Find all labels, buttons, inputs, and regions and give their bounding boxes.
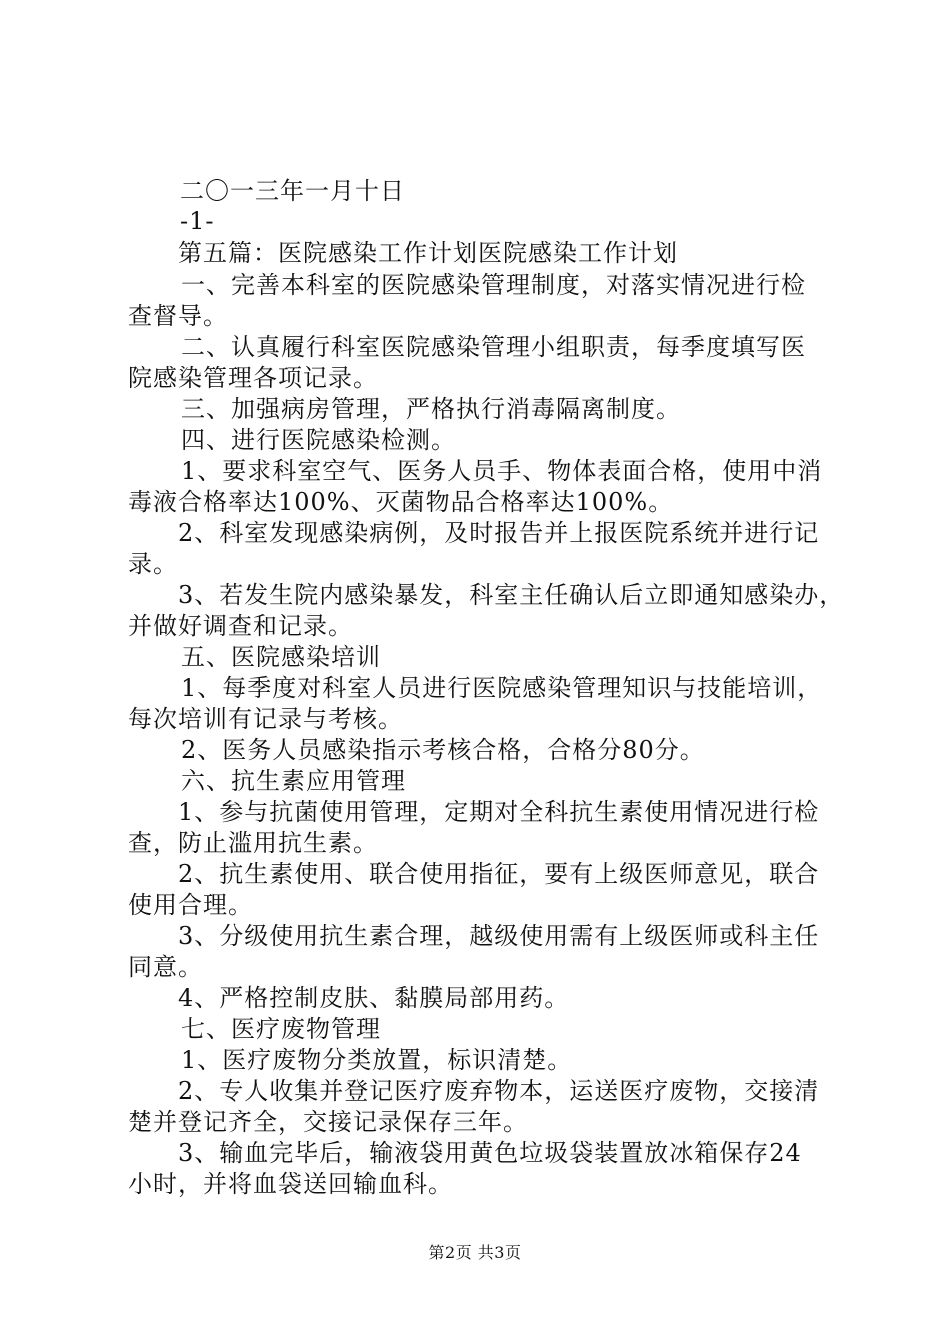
text-line: 六、抗生素应用管理 <box>181 767 406 795</box>
text-line: 录。 <box>128 550 178 578</box>
text-line: 查，防止滥用抗生素。 <box>128 829 378 857</box>
document-date: 二〇一三年一月十日 <box>180 177 405 205</box>
text-line: 院感染管理各项记录。 <box>128 364 378 392</box>
text-line: 1、医疗废物分类放置，标识清楚。 <box>181 1046 573 1074</box>
text-line: 1、参与抗菌使用管理，定期对全科抗生素使用情况进行检 <box>178 798 820 826</box>
text-line: 毒液合格率达100%、灭菌物品合格率达100%。 <box>128 488 674 516</box>
text-line: 1、要求科室空气、医务人员手、物体表面合格，使用中消 <box>181 457 823 485</box>
text-line: 2、专人收集并登记医疗废弃物本，运送医疗废物，交接清 <box>178 1077 820 1105</box>
text-line: 查督导。 <box>128 302 228 330</box>
text-line: 2、抗生素使用、联合使用指征，要有上级医师意见，联合 <box>178 860 820 888</box>
text-line: 三、加强病房管理，严格执行消毒隔离制度。 <box>181 395 681 423</box>
text-line: 一、完善本科室的医院感染管理制度，对落实情况进行检 <box>181 271 806 299</box>
text-line: 小时，并将血袋送回输血科。 <box>128 1170 453 1198</box>
text-line: 同意。 <box>128 953 203 981</box>
section-title: 第五篇：医院感染工作计划医院感染工作计划 <box>178 239 678 267</box>
text-line: 楚并登记齐全，交接记录保存三年。 <box>128 1108 528 1136</box>
text-line: 七、医疗废物管理 <box>181 1015 381 1043</box>
page-marker: -1- <box>180 207 215 235</box>
text-line: 五、医院感染培训 <box>181 643 381 671</box>
text-line: 3、若发生院内感染暴发，科室主任确认后立即通知感染办， <box>178 581 845 609</box>
text-line: 3、输血完毕后，输液袋用黄色垃圾袋装置放冰箱保存24 <box>178 1139 802 1167</box>
text-line: 4、严格控制皮肤、黏膜局部用药。 <box>178 984 570 1012</box>
text-line: 四、进行医院感染检测。 <box>181 426 456 454</box>
text-line: 每次培训有记录与考核。 <box>128 705 403 733</box>
text-line: 2、医务人员感染指示考核合格，合格分80分。 <box>181 736 705 764</box>
text-line: 1、每季度对科室人员进行医院感染管理知识与技能培训， <box>181 674 823 702</box>
text-line: 2、科室发现感染病例，及时报告并上报医院系统并进行记 <box>178 519 820 547</box>
page-footer: 第2页 共3页 <box>428 1243 522 1262</box>
text-line: 二、认真履行科室医院感染管理小组职责，每季度填写医 <box>181 333 806 361</box>
text-line: 使用合理。 <box>128 891 253 919</box>
text-line: 3、分级使用抗生素合理，越级使用需有上级医师或科主任 <box>178 922 820 950</box>
text-line: 并做好调查和记录。 <box>128 612 353 640</box>
